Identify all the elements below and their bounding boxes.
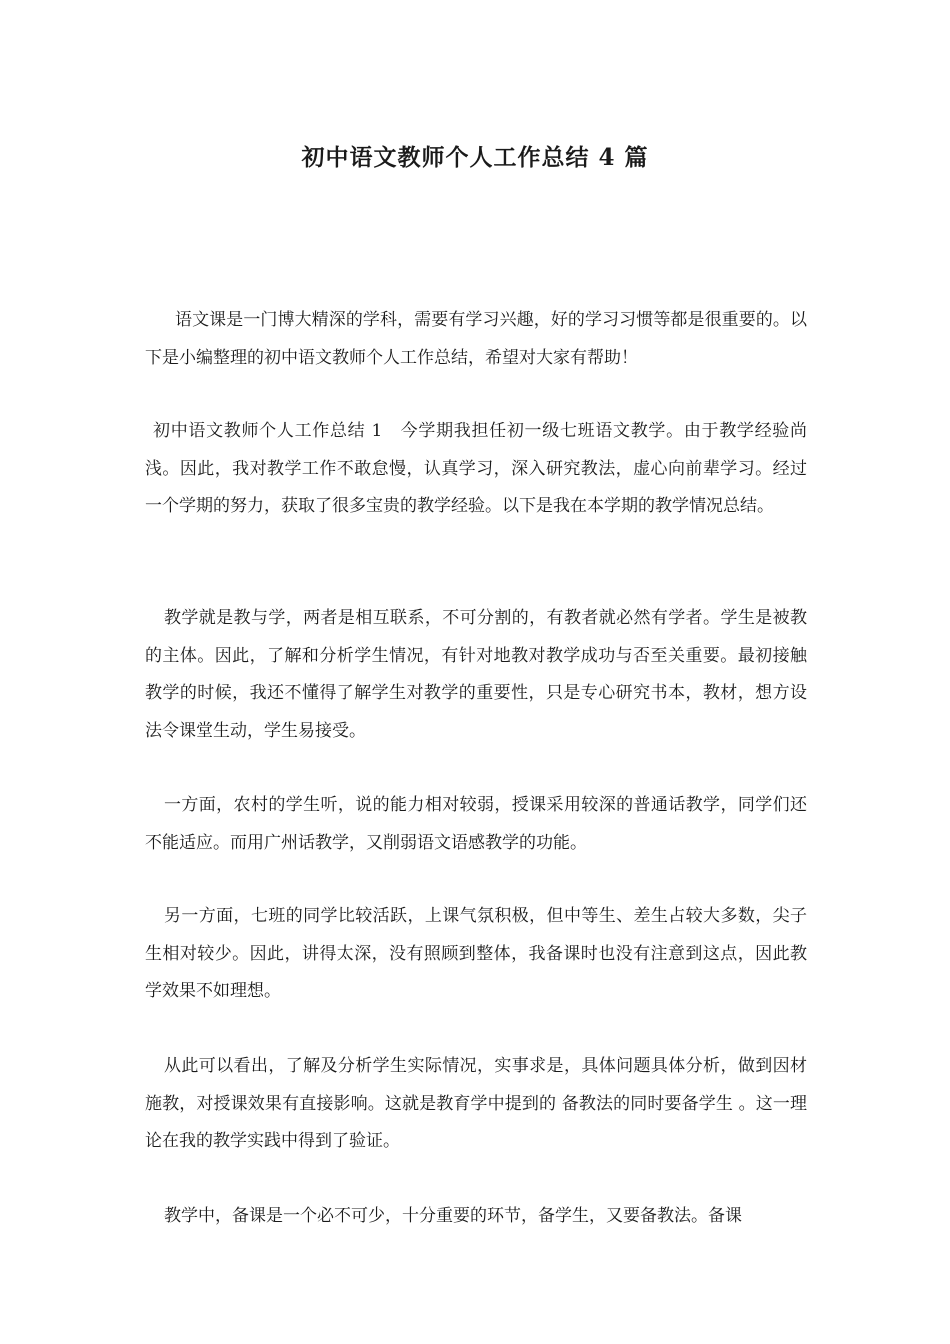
paragraph-one-aspect: 一方面，农村的学生听，说的能力相对较弱，授课采用较深的普通话教学，同学们还不能适应。而用广州话教学，又削弱语文语感教学的功能。 bbox=[145, 795, 807, 853]
paragraph-analysis: 从此可以看出，了解及分析学生实际情况，实事求是，具体问题具体分析，做到因材施教，对授课效果有直接影响。这就是教育学中提到的 备教法的同时要备学生 。这一理论在我的教学实践中得到了验证。 bbox=[145, 1056, 807, 1151]
paragraph-other-aspect: 另一方面，七班的同学比较活跃，上课气氛积极，但中等生、差生占较大多数，尖子生相对较少。因此，讲得太深，没有照顾到整体，我备课时也没有注意到这点，因此教学效果不如理想。 bbox=[145, 906, 807, 1001]
paragraph-teaching-and-learning: 教学就是教与学，两者是相互联系，不可分割的，有教者就必然有学者。学生是被教的主体。因此，了解和分析学生情况，有针对地教对教学成功与否至关重要。最初接触教学的时候，我还不懂得了解学生对教学的重要性，只是专心研究书本，教材，想方设法令课堂生动，学生易接受。 bbox=[145, 608, 807, 741]
paragraph-summary-1: 初中语文教师个人工作总结 1 今学期我担任初一级七班语文教学。由于教学经验尚浅。因此，我对教学工作不敢怠慢，认真学习，深入研究教法，虚心向前辈学习。经过一个学期的努力，获取了很多宝贵的教学经验。以下是我在本学期的教学情况总结。 bbox=[145, 421, 807, 516]
document-title: 初中语文教师个人工作总结 4 篇 bbox=[301, 144, 649, 171]
paragraph-intro: 语文课是一门博大精深的学科，需要有学习兴趣，好的学习习惯等都是很重要的。以下是小编整理的初中语文教师个人工作总结，希望对大家有帮助！ bbox=[145, 310, 807, 368]
paragraph-lesson-prep: 教学中，备课是一个必不可少，十分重要的环节，备学生，又要备教法。备课 bbox=[164, 1206, 742, 1226]
